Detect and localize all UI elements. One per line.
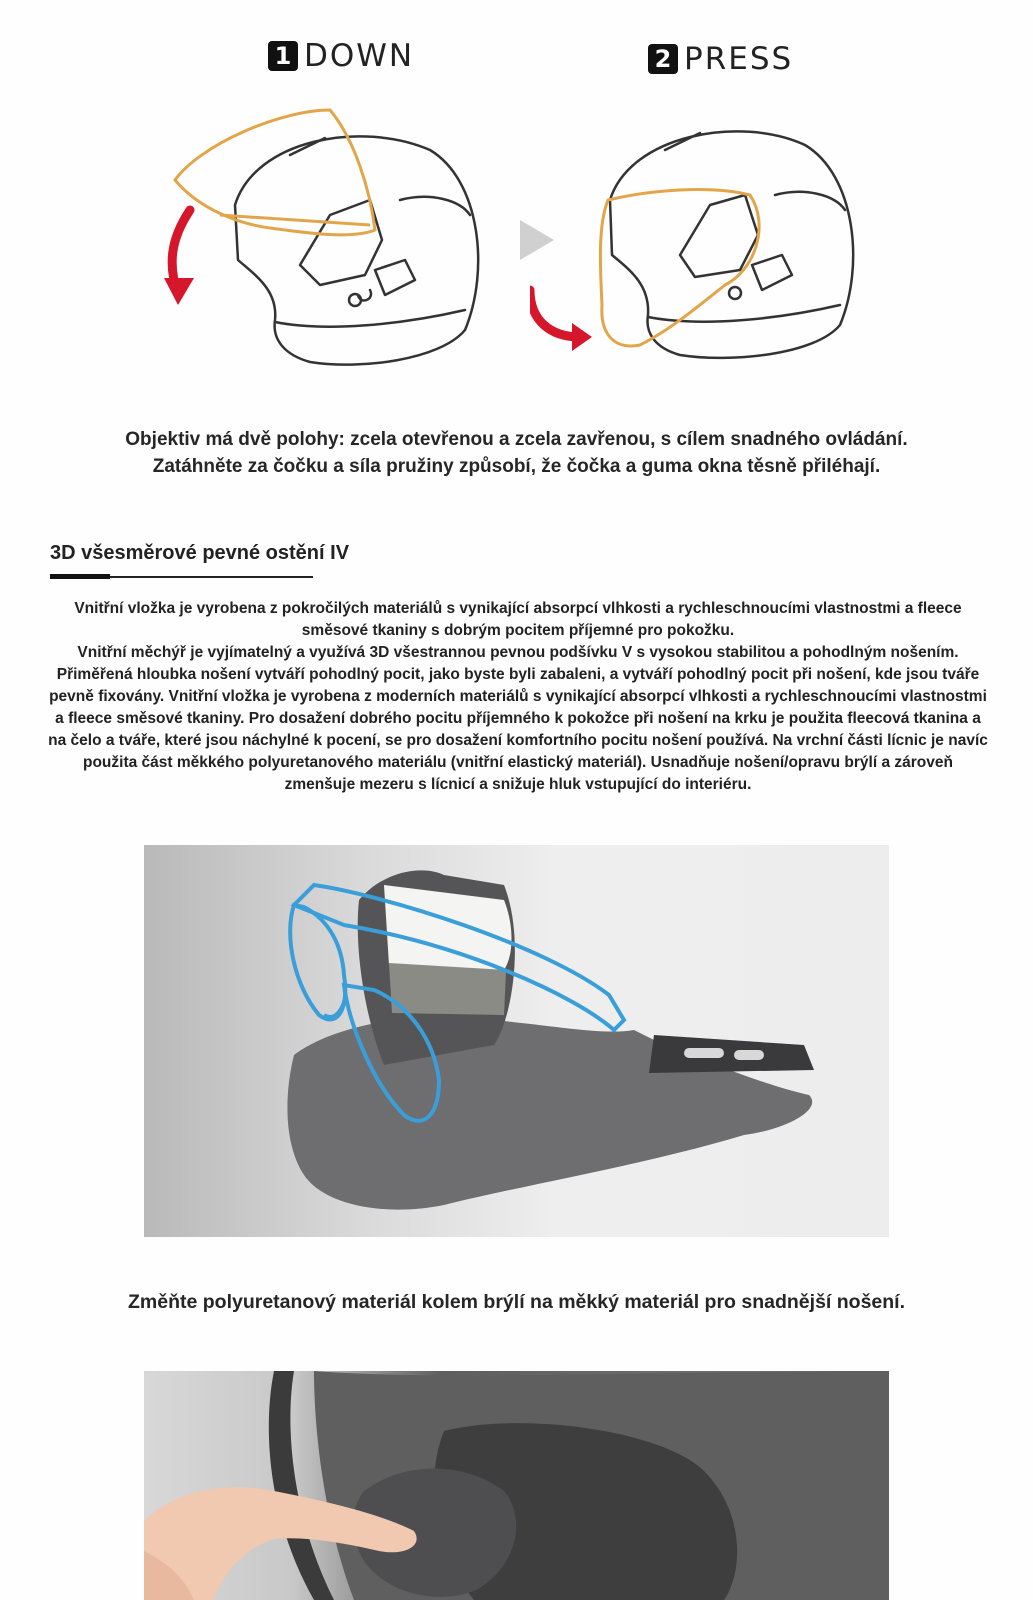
section-heading: 3D všesměrové pevné ostění IV xyxy=(50,542,350,564)
step-2-label xyxy=(648,41,793,77)
cheek-pad-glasses-photo xyxy=(144,845,889,1237)
helmet-visor-down-illustration xyxy=(160,100,490,380)
helmet-interior-photo xyxy=(144,1371,889,1600)
pu-material-caption: Změňte polyuretanový materiál kolem brýlí na měkký materiál pro snadnější nošení. xyxy=(127,1291,906,1313)
caption-line-1: Objektiv má dvě polohy: zcela otevřenou a zcela zavřenou, s cílem snadného ovládání. xyxy=(125,429,908,450)
paragraph: Vnitřní vložka je vyrobena z pokročilých materiálů s vynikající absorpcí vlhkosti a rychleschnoucími vlastnostmi a fleece směsové tkaniny s dobrým pocitem příjemné pro pokožku. xyxy=(74,600,962,639)
heading-underline-accent xyxy=(50,574,110,579)
section-body xyxy=(48,598,988,796)
helmet-visor-press-illustration xyxy=(530,105,870,375)
step-label-text: DOWN xyxy=(304,38,415,74)
visor-caption xyxy=(0,426,1033,480)
paragraph: Vnitřní měchýř je vyjímatelný a využívá 3D všestrannou pevnou podšívku V s vysokou stabilitou a pohodlným nošením. Přiměřená hloubka nošení vytváří pohodlný pocit, jako byste byli zabaleni, a vytváří pohodlný pocit při nošení, kde jsou tváře pevně fixovány. Vnitřní vložka je vyrobena z moderních materiálů s vynikající absorpcí vlhkosti a rychleschnoucími vlastnostmi a fleece směsové tkaniny. Pro dosažení dobrého pocitu příjemného k pokožce při nošení na krku je použita fleecová tkanina a na čelo a tváře, které jsou náchylné k pocení, se pro dosažení komfortního pocitu nošení používá. Na vrchní části lícnic je navíc použita část měkkého polyuretanového materiálu (vnitřní elastický materiál). Usnadňuje nošení/opravu brýlí a zároveň zmenšuje mezeru s lícnicí a snižuje hluk vstupující do interiéru. xyxy=(48,644,988,793)
step-number-badge: 2 xyxy=(648,44,678,74)
step-1-label xyxy=(268,38,414,74)
step-label-text: PRESS xyxy=(684,41,794,77)
caption-line-2: Zatáhněte za čočku a síla pružiny způsobí, že čočka a guma okna těsně přiléhají. xyxy=(152,456,881,477)
step-number-badge: 1 xyxy=(268,41,298,71)
